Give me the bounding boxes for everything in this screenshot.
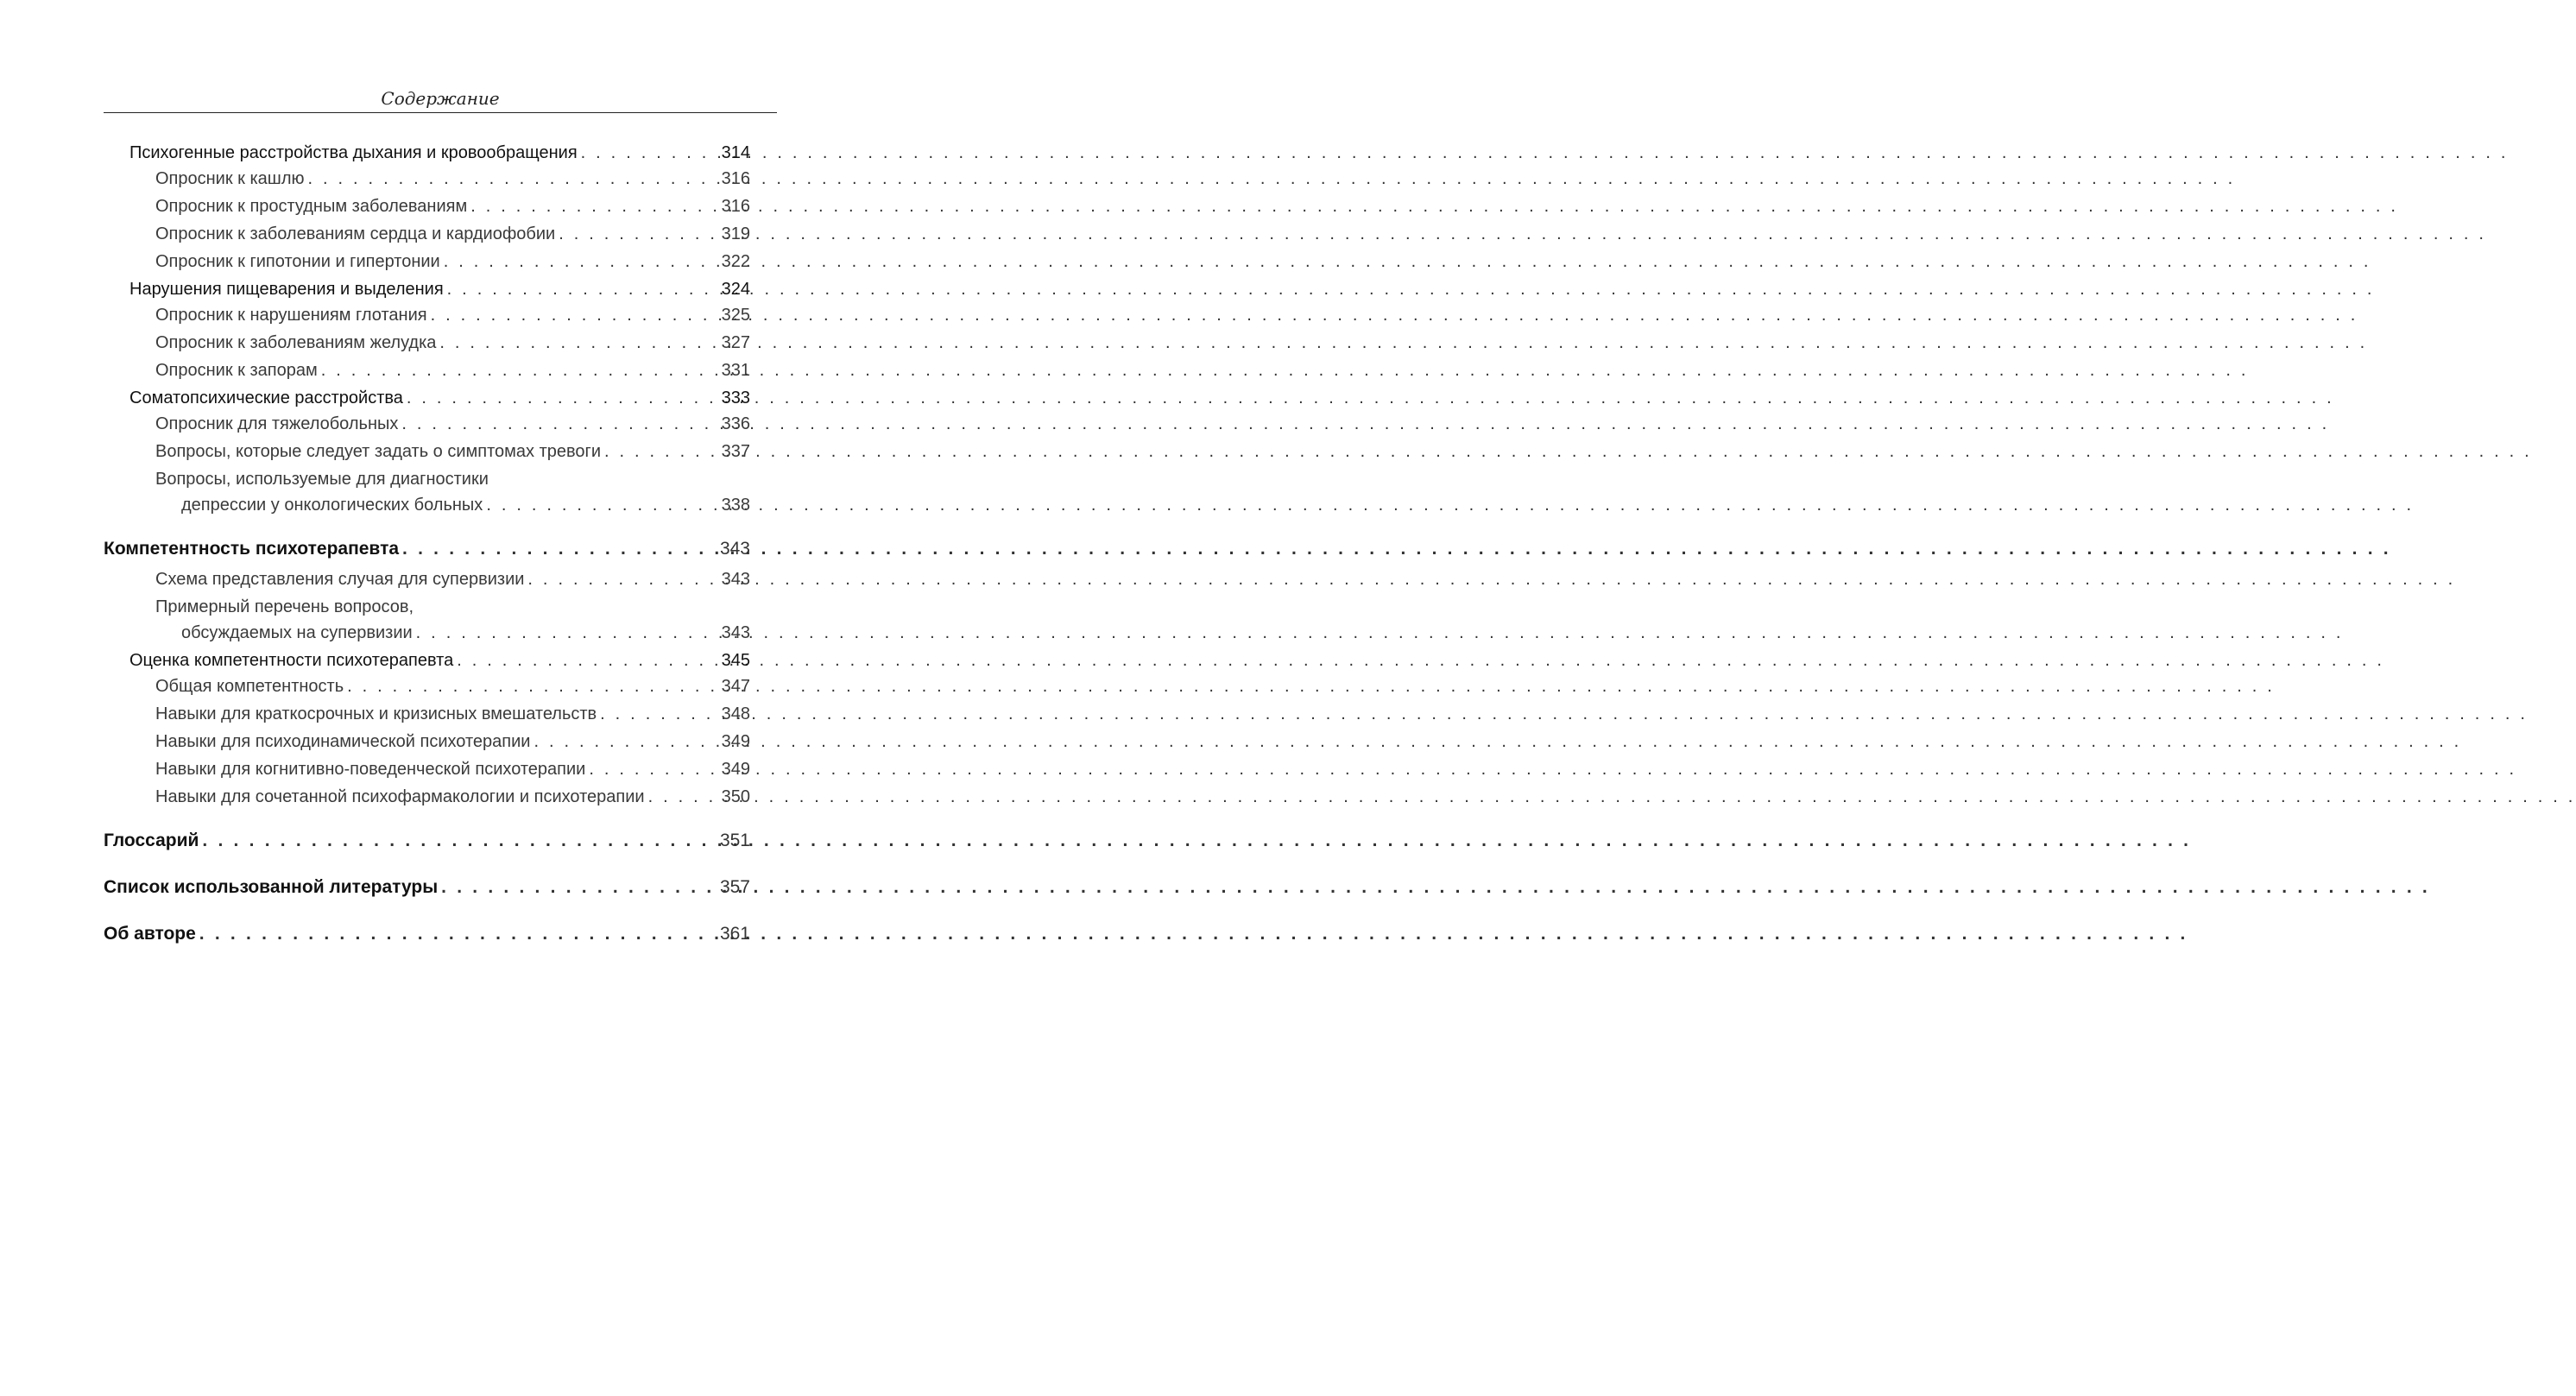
toc-leader-dots <box>321 361 718 381</box>
toc-entry-page: 343 <box>719 539 750 559</box>
toc-entry-title: Навыки для краткосрочных и кризисных вмешательств <box>155 704 597 723</box>
toc-entry[interactable] <box>155 252 750 272</box>
toc-entry[interactable] <box>155 732 750 752</box>
toc-entry-title: Глоссарий <box>104 831 199 850</box>
toc-entry-title: Опросник к гипотонии и гипертонии <box>155 252 440 271</box>
toc-entry-page: 324 <box>721 280 750 299</box>
toc-entry-title: Психогенные расстройства дыхания и кровообращения <box>129 143 578 162</box>
toc-entry-title: Компетентность психотерапевта <box>104 539 400 559</box>
toc-entry[interactable] <box>155 333 750 353</box>
toc-entry[interactable] <box>181 496 750 515</box>
toc-entry-page: 338 <box>721 496 750 515</box>
toc-entry[interactable] <box>181 623 750 643</box>
toc-entry[interactable] <box>155 760 750 780</box>
toc-entry-page: 351 <box>719 831 750 850</box>
toc-entry[interactable] <box>155 442 750 462</box>
toc-leader-dots <box>447 280 718 300</box>
toc-entry-title-line1: Вопросы, используемые для диагностики <box>155 470 489 489</box>
toc-entry-title: Опросник к заболеваниям сердца и кардиофобии <box>155 224 556 243</box>
toc-leader-dots <box>441 877 717 898</box>
toc-entry-page: 331 <box>721 361 750 380</box>
toc-leader-dots <box>457 651 717 671</box>
toc-entry-page: 325 <box>721 306 750 325</box>
toc-entry-page: 347 <box>721 677 750 696</box>
toc-entry-title: Опросник к запорам <box>155 361 318 380</box>
toc-leader-dots <box>402 539 717 559</box>
toc-entry[interactable] <box>104 924 750 944</box>
toc-leader-dots <box>308 169 718 189</box>
toc-leader-dots <box>527 570 717 590</box>
toc-entry-title: Навыки для когнитивно-поведенческой психотерапии <box>155 760 586 779</box>
toc-entry[interactable] <box>129 280 750 300</box>
toc-leader-dots <box>559 224 717 244</box>
toc-entry-page: 357 <box>719 877 750 897</box>
toc-entry-page: 343 <box>721 570 750 589</box>
toc-leader-dots <box>444 252 718 272</box>
toc-entry-page: 322 <box>721 252 750 271</box>
toc-entry-title: Опросник для тяжелобольных <box>155 414 399 433</box>
toc-leader-dots <box>202 831 717 851</box>
toc-entry-title: Опросник к нарушениям глотания <box>155 306 427 325</box>
toc-leader-dots <box>600 704 717 724</box>
toc-entry[interactable] <box>155 570 750 590</box>
toc-entry-title: Список использованной литературы <box>104 877 439 897</box>
toc-entry-title: Нарушения пищеварения и выделения <box>129 280 444 299</box>
toc-entry-title: Вопросы, которые следует задать о симптомах тревоги <box>155 442 601 461</box>
toc-entry[interactable] <box>155 677 750 697</box>
toc-entry[interactable] <box>129 143 750 163</box>
toc-entry[interactable] <box>155 787 750 807</box>
toc-leader-dots <box>589 760 717 780</box>
toc-entry-page: 361 <box>719 924 750 944</box>
toc-entry[interactable] <box>104 831 750 851</box>
toc-leader-dots <box>407 388 718 408</box>
toc-entry-title: Общая компетентность <box>155 677 344 696</box>
toc-entry[interactable] <box>155 169 750 189</box>
toc-leader-dots <box>431 306 718 325</box>
toc-entry-page: 348 <box>721 704 750 723</box>
toc-entry-page: 333 <box>721 388 750 407</box>
toc-entry-page: 343 <box>721 623 750 642</box>
toc-entry-title: Соматопсихические расстройства <box>129 388 403 407</box>
toc-entry-title: Схема представления случая для супервизии <box>155 570 525 589</box>
toc-leader-dots <box>401 414 717 434</box>
toc-entry-page: 349 <box>721 732 750 751</box>
toc-entry-title: Навыки для сочетанной психофармакологии и психотерапии <box>155 787 645 806</box>
toc-entry[interactable] <box>104 877 750 898</box>
toc-leader-dots <box>199 924 717 944</box>
running-head: Содержание <box>381 88 500 109</box>
toc-leader-dots <box>648 787 718 807</box>
toc-entry-title: обсуждаемых на супервизии <box>181 623 413 642</box>
toc-entry[interactable] <box>155 306 750 325</box>
toc-entry-page: 336 <box>721 414 750 433</box>
toc-entry[interactable] <box>129 388 750 408</box>
toc-entry-page: 349 <box>721 760 750 779</box>
toc-leader-dots <box>439 333 717 353</box>
toc-entry-page: 337 <box>721 442 750 461</box>
toc-leader-dots <box>486 496 717 515</box>
toc-entry[interactable] <box>155 361 750 381</box>
toc-entry-page: 319 <box>721 224 750 243</box>
toc-entry[interactable] <box>129 651 750 671</box>
toc-entry-title: Об авторе <box>104 924 196 944</box>
toc-entry-page: 345 <box>721 651 750 670</box>
toc-entry-title: Оценка компетентности психотерапевта <box>129 651 454 670</box>
toc-leader-dots <box>347 677 718 697</box>
toc-entry-title: Опросник к кашлю <box>155 169 305 188</box>
toc-entry[interactable] <box>155 704 750 724</box>
toc-entry-page: 316 <box>721 169 750 188</box>
toc-entry-title: депрессии у онкологических больных <box>181 496 483 515</box>
toc-entry-page: 316 <box>721 197 750 216</box>
toc-entry-title: Опросник к заболеваниям желудка <box>155 333 437 352</box>
toc-entry-title: Навыки для психодинамической психотерапии <box>155 732 531 751</box>
toc-leader-dots <box>604 442 718 462</box>
toc-entry[interactable] <box>104 539 750 559</box>
toc-entry-page: 350 <box>721 787 750 806</box>
toc-entry[interactable] <box>155 414 750 434</box>
toc-entry-title: Опросник к простудным заболеваниям <box>155 197 468 216</box>
toc-leader-dots <box>416 623 718 643</box>
toc-entry-page: 327 <box>721 333 750 352</box>
toc-entry-title-line1: Примерный перечень вопросов, <box>155 597 414 616</box>
toc-leader-dots <box>581 143 718 163</box>
toc-leader-dots <box>534 732 717 752</box>
toc-entry[interactable] <box>155 197 750 217</box>
table-of-contents <box>0 0 863 1396</box>
toc-entry[interactable] <box>155 224 750 244</box>
toc-entry-page: 314 <box>721 143 750 162</box>
toc-leader-dots <box>470 197 717 217</box>
